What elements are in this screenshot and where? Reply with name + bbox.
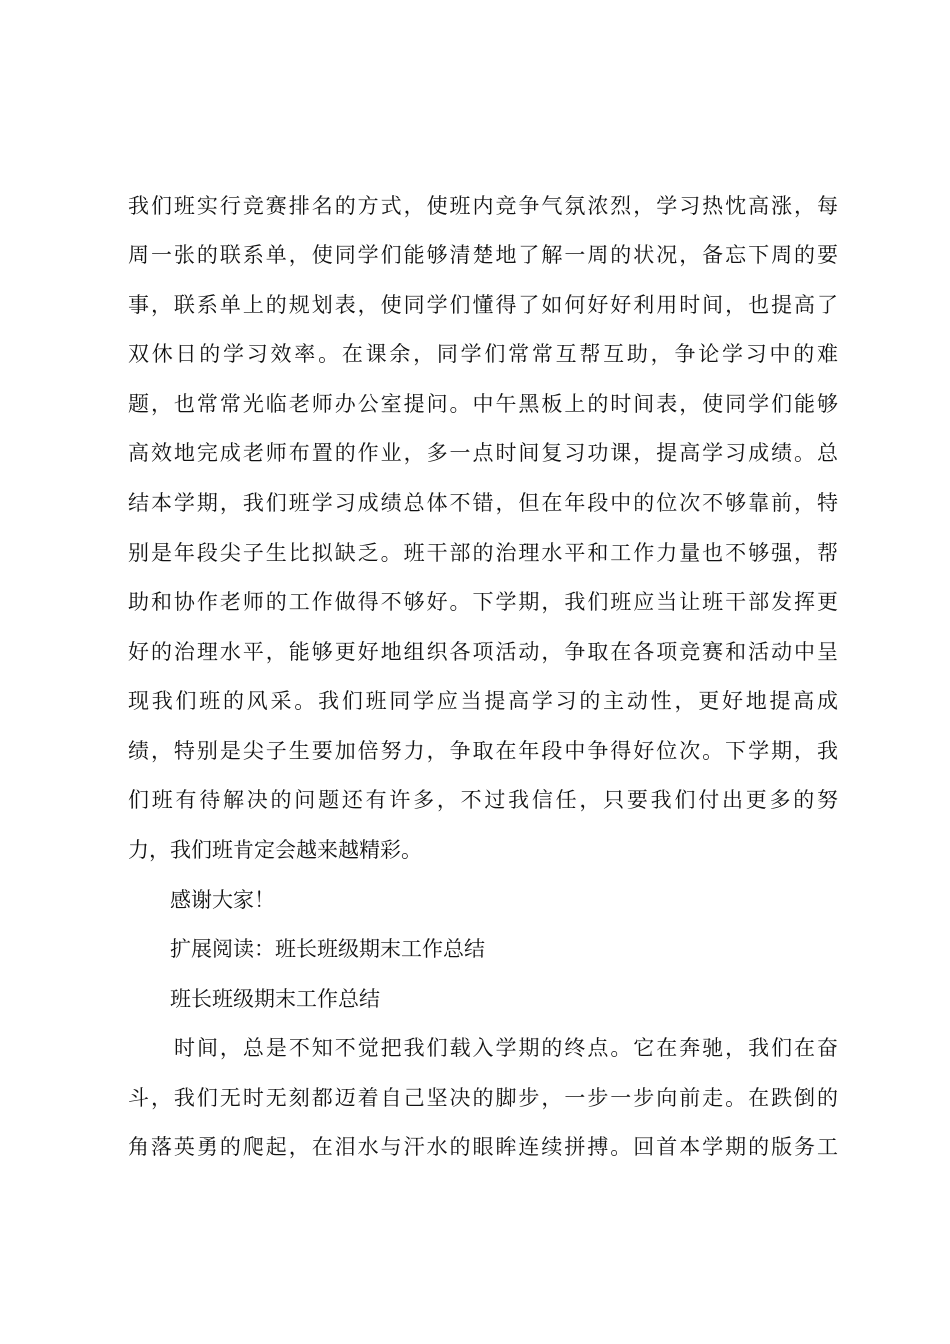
section-title: 班长班级期末工作总结 [170, 987, 380, 1011]
paragraph-line: 绩，特别是尖子生要加倍努力，争取在年段中争得好位次。下学期，我 [128, 739, 838, 763]
paragraph-line: 题，也常常光临老师办公室提问。中午黑板上的时间表，使同学们能够 [128, 392, 838, 416]
extended-reading-line: 扩展阅读：班长班级期末工作总结 [170, 937, 485, 961]
paragraph-line: 我们班实行竞赛排名的方式，使班内竞争气氛浓烈，学习热忱高涨，每 [128, 194, 838, 218]
paragraph-line: 时间，总是不知不觉把我们载入学期的终点。它在奔驰，我们在奋 [174, 1036, 838, 1060]
paragraph-line: 好的治理水平，能够更好地组织各项活动，争取在各项竞赛和活动中呈 [128, 640, 838, 664]
paragraph-line: 斗，我们无时无刻都迈着自己坚决的脚步，一步一步向前走。在跌倒的 [128, 1086, 838, 1110]
paragraph-line: 助和协作老师的工作做得不够好。下学期，我们班应当让班干部发挥更 [128, 590, 838, 614]
paragraph-line: 力，我们班肯定会越来越精彩。 [128, 838, 422, 862]
paragraph-line: 双休日的学习效率。在课余，同学们常常互帮互助，争论学习中的难 [128, 342, 838, 366]
paragraph-line: 周一张的联系单，使同学们能够清楚地了解一周的状况，备忘下周的要 [128, 243, 838, 267]
paragraph-line: 事，联系单上的规划表，使同学们懂得了如何好好利用时间，也提高了 [128, 293, 838, 317]
paragraph-line: 结本学期，我们班学习成绩总体不错，但在年段中的位次不够靠前，特 [128, 491, 838, 515]
paragraph-line: 角落英勇的爬起，在泪水与汗水的眼眸连续拼搏。回首本学期的版务工 [128, 1135, 838, 1159]
thanks-line: 感谢大家！ [170, 888, 275, 912]
paragraph-line: 现我们班的风采。我们班同学应当提高学习的主动性，更好地提高成 [128, 689, 838, 713]
paragraph-line: 们班有待解决的问题还有许多，不过我信任，只要我们付出更多的努 [128, 788, 838, 812]
paragraph-line: 别是年段尖子生比拟缺乏。班干部的治理水平和工作力量也不够强，帮 [128, 541, 838, 565]
paragraph-line: 高效地完成老师布置的作业，多一点时间复习功课，提高学习成绩。总 [128, 441, 838, 465]
